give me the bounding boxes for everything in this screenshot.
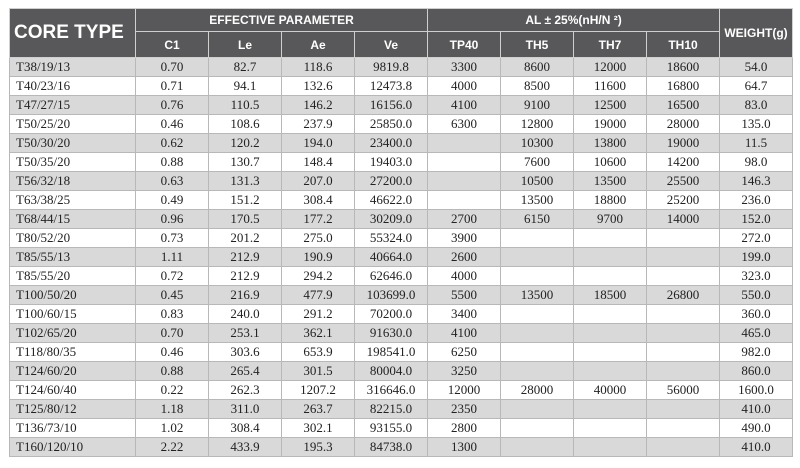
ve-cell: 40664.0: [355, 248, 428, 267]
c1-cell: 0.62: [136, 134, 209, 153]
table-row: [10, 229, 793, 248]
weight-cell: 199.0: [720, 248, 793, 267]
c1-cell: 0.45: [136, 286, 209, 305]
al-header: AL ± 25%(nH/N ²): [428, 9, 720, 32]
ae-cell: 308.4: [282, 191, 355, 210]
th5-cell: 8500: [501, 77, 574, 96]
table-row: [10, 172, 793, 191]
le-cell: 253.1: [209, 324, 282, 343]
le-cell: 120.2: [209, 134, 282, 153]
c1-cell: 0.71: [136, 77, 209, 96]
weight-cell: 98.0: [720, 153, 793, 172]
weight-cell: 410.0: [720, 400, 793, 419]
th10-cell: 26800: [647, 286, 720, 305]
th10-cell: 18600: [647, 58, 720, 77]
table-row: [10, 286, 793, 305]
th10-cell: 28000: [647, 115, 720, 134]
th5-cell: 10300: [501, 134, 574, 153]
ae-cell: 653.9: [282, 343, 355, 362]
ve-cell: 91630.0: [355, 324, 428, 343]
weight-cell: 410.0: [720, 438, 793, 457]
col-header-c1: C1: [136, 32, 209, 58]
c1-cell: 0.83: [136, 305, 209, 324]
ae-cell: 177.2: [282, 210, 355, 229]
col-header-tp40: TP40: [428, 32, 501, 58]
le-cell: 131.3: [209, 172, 282, 191]
th7-cell: 12000: [574, 58, 647, 77]
weight-cell: 860.0: [720, 362, 793, 381]
core-type-cell: T124/60/40: [10, 381, 136, 400]
core-type-cell: T100/50/20: [10, 286, 136, 305]
core-type-cell: T125/80/12: [10, 400, 136, 419]
th10-cell: 16500: [647, 96, 720, 115]
weight-cell: 236.0: [720, 191, 793, 210]
weight-cell: 272.0: [720, 229, 793, 248]
col-header-th10: TH10: [647, 32, 720, 58]
th5-cell: 6150: [501, 210, 574, 229]
ve-cell: 12473.8: [355, 77, 428, 96]
th10-cell: [647, 400, 720, 419]
th5-cell: [501, 362, 574, 381]
tp40-cell: 6250: [428, 343, 501, 362]
weight-cell: 550.0: [720, 286, 793, 305]
th5-cell: 28000: [501, 381, 574, 400]
col-header-ve: Ve: [355, 32, 428, 58]
tp40-cell: 2600: [428, 248, 501, 267]
tp40-cell: 3900: [428, 229, 501, 248]
th5-cell: [501, 248, 574, 267]
th5-cell: [501, 324, 574, 343]
c1-cell: 1.02: [136, 419, 209, 438]
th7-cell: 13500: [574, 172, 647, 191]
weight-header: WEIGHT(g): [720, 9, 793, 58]
weight-cell: 135.0: [720, 115, 793, 134]
tp40-cell: 3250: [428, 362, 501, 381]
le-cell: 201.2: [209, 229, 282, 248]
th7-cell: [574, 305, 647, 324]
th7-cell: [574, 438, 647, 457]
table-body: [10, 58, 793, 457]
c1-cell: 0.73: [136, 229, 209, 248]
table-header: [10, 9, 793, 58]
th7-cell: [574, 400, 647, 419]
core-type-cell: T50/35/20: [10, 153, 136, 172]
c1-cell: 0.88: [136, 153, 209, 172]
th10-cell: 14200: [647, 153, 720, 172]
le-cell: 212.9: [209, 267, 282, 286]
th10-cell: [647, 229, 720, 248]
th10-cell: [647, 419, 720, 438]
table-row: [10, 362, 793, 381]
tp40-cell: 6300: [428, 115, 501, 134]
table-row: [10, 115, 793, 134]
table-row: [10, 305, 793, 324]
le-cell: 433.9: [209, 438, 282, 457]
ae-cell: 118.6: [282, 58, 355, 77]
table-row: [10, 419, 793, 438]
th10-cell: 56000: [647, 381, 720, 400]
table-row: [10, 153, 793, 172]
th7-cell: [574, 362, 647, 381]
table-row: [10, 96, 793, 115]
core-type-cell: T40/23/16: [10, 77, 136, 96]
th10-cell: 14000: [647, 210, 720, 229]
ve-cell: 46622.0: [355, 191, 428, 210]
ae-cell: 302.1: [282, 419, 355, 438]
th7-cell: 19000: [574, 115, 647, 134]
le-cell: 311.0: [209, 400, 282, 419]
le-cell: 94.1: [209, 77, 282, 96]
ae-cell: 1207.2: [282, 381, 355, 400]
core-type-cell: T100/60/15: [10, 305, 136, 324]
tp40-cell: 3300: [428, 58, 501, 77]
table-row: [10, 210, 793, 229]
ve-cell: 62646.0: [355, 267, 428, 286]
c1-cell: 0.49: [136, 191, 209, 210]
core-type-cell: T63/38/25: [10, 191, 136, 210]
th5-cell: [501, 305, 574, 324]
tp40-cell: 4000: [428, 267, 501, 286]
weight-cell: 152.0: [720, 210, 793, 229]
ve-cell: 316646.0: [355, 381, 428, 400]
th10-cell: [647, 438, 720, 457]
ve-cell: 103699.0: [355, 286, 428, 305]
th7-cell: 18800: [574, 191, 647, 210]
ve-cell: 84738.0: [355, 438, 428, 457]
th7-cell: [574, 267, 647, 286]
table-row: [10, 58, 793, 77]
table-row: [10, 381, 793, 400]
le-cell: 216.9: [209, 286, 282, 305]
ve-cell: 93155.0: [355, 419, 428, 438]
th7-cell: 18500: [574, 286, 647, 305]
ae-cell: 194.0: [282, 134, 355, 153]
col-header-th7: TH7: [574, 32, 647, 58]
th5-cell: 12800: [501, 115, 574, 134]
tp40-cell: [428, 134, 501, 153]
th7-cell: [574, 343, 647, 362]
th5-cell: 8600: [501, 58, 574, 77]
tp40-cell: 4000: [428, 77, 501, 96]
th7-cell: [574, 419, 647, 438]
c1-cell: 0.22: [136, 381, 209, 400]
th10-cell: 19000: [647, 134, 720, 153]
th5-cell: 13500: [501, 286, 574, 305]
table-row: [10, 134, 793, 153]
le-cell: 308.4: [209, 419, 282, 438]
core-type-cell: T47/27/15: [10, 96, 136, 115]
c1-cell: 0.96: [136, 210, 209, 229]
c1-cell: 0.46: [136, 115, 209, 134]
ae-cell: 207.0: [282, 172, 355, 191]
ae-cell: 195.3: [282, 438, 355, 457]
ae-cell: 263.7: [282, 400, 355, 419]
ae-cell: 132.6: [282, 77, 355, 96]
th7-cell: 40000: [574, 381, 647, 400]
th5-cell: 10500: [501, 172, 574, 191]
ve-cell: 19403.0: [355, 153, 428, 172]
th5-cell: [501, 343, 574, 362]
le-cell: 265.4: [209, 362, 282, 381]
weight-cell: 490.0: [720, 419, 793, 438]
th7-cell: 11600: [574, 77, 647, 96]
th10-cell: [647, 362, 720, 381]
th5-cell: [501, 438, 574, 457]
th5-cell: [501, 229, 574, 248]
tp40-cell: 2700: [428, 210, 501, 229]
table-row: [10, 400, 793, 419]
ae-cell: 477.9: [282, 286, 355, 305]
th7-cell: 9700: [574, 210, 647, 229]
core-type-cell: T80/52/20: [10, 229, 136, 248]
core-type-cell: T56/32/18: [10, 172, 136, 191]
effective-parameter-header: EFFECTIVE PARAMETER: [136, 9, 428, 32]
table-row: [10, 343, 793, 362]
tp40-cell: [428, 191, 501, 210]
core-type-cell: T85/55/20: [10, 267, 136, 286]
th10-cell: 16800: [647, 77, 720, 96]
table-row: [10, 438, 793, 457]
c1-cell: 1.18: [136, 400, 209, 419]
ae-cell: 190.9: [282, 248, 355, 267]
c1-cell: 0.46: [136, 343, 209, 362]
ve-cell: 70200.0: [355, 305, 428, 324]
tp40-cell: [428, 153, 501, 172]
le-cell: 108.6: [209, 115, 282, 134]
weight-cell: 64.7: [720, 77, 793, 96]
c1-cell: 1.11: [136, 248, 209, 267]
tp40-cell: 5500: [428, 286, 501, 305]
weight-cell: 11.5: [720, 134, 793, 153]
tp40-cell: 12000: [428, 381, 501, 400]
le-cell: 240.0: [209, 305, 282, 324]
ve-cell: 198541.0: [355, 343, 428, 362]
ae-cell: 291.2: [282, 305, 355, 324]
le-cell: 110.5: [209, 96, 282, 115]
le-cell: 170.5: [209, 210, 282, 229]
th5-cell: 13500: [501, 191, 574, 210]
tp40-cell: 4100: [428, 324, 501, 343]
th5-cell: 9100: [501, 96, 574, 115]
core-type-cell: T124/60/20: [10, 362, 136, 381]
ve-cell: 30209.0: [355, 210, 428, 229]
c1-cell: 2.22: [136, 438, 209, 457]
ve-cell: 27200.0: [355, 172, 428, 191]
le-cell: 151.2: [209, 191, 282, 210]
weight-cell: 982.0: [720, 343, 793, 362]
ve-cell: 16156.0: [355, 96, 428, 115]
ve-cell: 55324.0: [355, 229, 428, 248]
th7-cell: [574, 248, 647, 267]
th10-cell: [647, 324, 720, 343]
th10-cell: [647, 248, 720, 267]
core-type-cell: T118/80/35: [10, 343, 136, 362]
core-type-header: CORE TYPE: [10, 9, 136, 58]
table-row: [10, 191, 793, 210]
col-header-ae: Ae: [282, 32, 355, 58]
th7-cell: 10600: [574, 153, 647, 172]
ae-cell: 237.9: [282, 115, 355, 134]
ae-cell: 146.2: [282, 96, 355, 115]
th10-cell: [647, 305, 720, 324]
tp40-cell: 4100: [428, 96, 501, 115]
c1-cell: 0.72: [136, 267, 209, 286]
tp40-cell: [428, 172, 501, 191]
c1-cell: 0.70: [136, 324, 209, 343]
weight-cell: 146.3: [720, 172, 793, 191]
weight-cell: 54.0: [720, 58, 793, 77]
c1-cell: 0.63: [136, 172, 209, 191]
ae-cell: 301.5: [282, 362, 355, 381]
weight-cell: 323.0: [720, 267, 793, 286]
th5-cell: 7600: [501, 153, 574, 172]
th10-cell: [647, 343, 720, 362]
ae-cell: 275.0: [282, 229, 355, 248]
th7-cell: [574, 324, 647, 343]
weight-cell: 465.0: [720, 324, 793, 343]
core-type-cell: T85/55/13: [10, 248, 136, 267]
th7-cell: 13800: [574, 134, 647, 153]
ve-cell: 23400.0: [355, 134, 428, 153]
th7-cell: 12500: [574, 96, 647, 115]
ae-cell: 294.2: [282, 267, 355, 286]
col-header-le: Le: [209, 32, 282, 58]
core-type-cell: T50/25/20: [10, 115, 136, 134]
le-cell: 82.7: [209, 58, 282, 77]
table-row: [10, 77, 793, 96]
th7-cell: [574, 229, 647, 248]
weight-cell: 1600.0: [720, 381, 793, 400]
core-spec-table: [9, 8, 793, 457]
tp40-cell: 1300: [428, 438, 501, 457]
weight-cell: 83.0: [720, 96, 793, 115]
table-row: [10, 267, 793, 286]
core-type-cell: T50/30/20: [10, 134, 136, 153]
core-type-cell: T102/65/20: [10, 324, 136, 343]
ve-cell: 82215.0: [355, 400, 428, 419]
tp40-cell: 3400: [428, 305, 501, 324]
c1-cell: 0.88: [136, 362, 209, 381]
le-cell: 262.3: [209, 381, 282, 400]
tp40-cell: 2800: [428, 419, 501, 438]
th10-cell: 25500: [647, 172, 720, 191]
th5-cell: [501, 267, 574, 286]
th5-cell: [501, 400, 574, 419]
core-type-cell: T68/44/15: [10, 210, 136, 229]
tp40-cell: 2350: [428, 400, 501, 419]
le-cell: 130.7: [209, 153, 282, 172]
c1-cell: 0.70: [136, 58, 209, 77]
weight-cell: 360.0: [720, 305, 793, 324]
ve-cell: 25850.0: [355, 115, 428, 134]
table-row: [10, 324, 793, 343]
core-type-cell: T38/19/13: [10, 58, 136, 77]
c1-cell: 0.76: [136, 96, 209, 115]
ve-cell: 80004.0: [355, 362, 428, 381]
th10-cell: [647, 267, 720, 286]
core-type-cell: T136/73/10: [10, 419, 136, 438]
header-row-groups: [10, 9, 793, 32]
le-cell: 303.6: [209, 343, 282, 362]
ve-cell: 9819.8: [355, 58, 428, 77]
th10-cell: 25200: [647, 191, 720, 210]
ae-cell: 148.4: [282, 153, 355, 172]
table-row: [10, 248, 793, 267]
th5-cell: [501, 419, 574, 438]
col-header-th5: TH5: [501, 32, 574, 58]
core-type-cell: T160/120/10: [10, 438, 136, 457]
ae-cell: 362.1: [282, 324, 355, 343]
le-cell: 212.9: [209, 248, 282, 267]
